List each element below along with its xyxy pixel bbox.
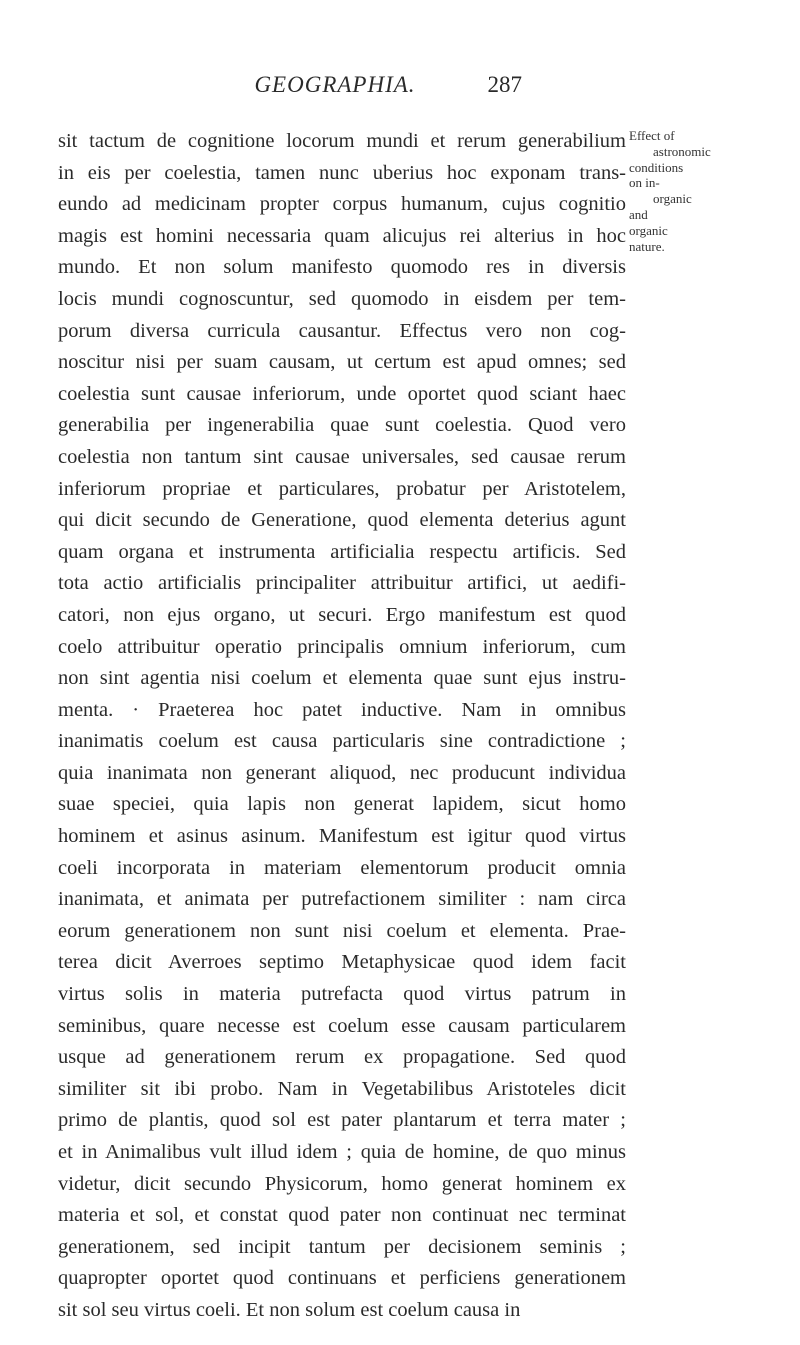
- margin-note-line: on in-: [629, 175, 660, 191]
- text-line: et in Animalibus vult illud idem ; quia de homine, de quo minus: [58, 1141, 626, 1163]
- text-line: menta. · Praeterea hoc patet inductive. Nam in omnibus: [58, 698, 626, 721]
- text-line: inferiorum propriae et particulares, probatur per Aristotelem,: [58, 477, 626, 500]
- text-line: hominem et asinus asinum. Manifestum est igitur quod virtus: [58, 825, 626, 848]
- running-head-title: GEOGRAPHIA.: [254, 72, 416, 97]
- text-line: porum diversa curricula causantur. Effectus vero non cog-: [58, 319, 626, 342]
- text-line: noscitur nisi per suam causam, ut certum est apud omnes; sed: [58, 351, 626, 374]
- text-line: eorum generationem non sunt nisi coelum et elementa. Prae-: [58, 919, 626, 942]
- text-line: suae speciei, quia lapis non generat lapidem, sicut homo: [58, 793, 626, 816]
- margin-note-line: organic: [629, 222, 668, 238]
- body-text: [58, 126, 626, 1327]
- text-line: terea dicit Averroes septimo Metaphysicae quod idem facit: [58, 951, 626, 974]
- margin-note: [629, 128, 769, 254]
- text-line: coeli incorporata in materiam elementorum producit omnia: [58, 856, 626, 879]
- margin-note-line: astronomic: [653, 143, 711, 159]
- text-line: usque ad generationem rerum ex propagatione. Sed quod: [58, 1046, 626, 1069]
- text-line: magis est homini necessaria quam alicujus rei alterius in hoc: [58, 224, 626, 247]
- text-line: locis mundi cognoscuntur, sed quomodo in eisdem per tem-: [58, 287, 626, 310]
- text-line: seminibus, quare necesse est coelum esse causam particularem: [58, 1014, 626, 1037]
- text-line: materia et sol, et constat quod pater non continuat nec terminat: [58, 1204, 626, 1227]
- text-line: coelo attribuitur operatio principalis omnium inferiorum, cum: [58, 635, 626, 658]
- text-line: mundo. Et non solum manifesto quomodo res in diversis: [58, 256, 626, 279]
- text-line: eundo ad medicinam propter corpus humanum, cujus cognitio: [58, 193, 626, 216]
- text-line: virtus solis in materia putrefacta quod virtus patrum in: [58, 983, 626, 1006]
- text-line: catori, non ejus organo, ut securi. Ergo manifestum est quod: [58, 603, 626, 626]
- text-line: non sint agentia nisi coelum et elementa quae sunt ejus instru-: [58, 667, 626, 690]
- text-line: quam organa et instrumenta artificialia respectu artificis. Sed: [58, 540, 626, 563]
- text-line: quia inanimata non generant aliquod, nec producunt individua: [58, 761, 626, 784]
- margin-note-line: nature.: [629, 238, 665, 254]
- text-line: videtur, dicit secundo Physicorum, homo generat hominem ex: [58, 1172, 626, 1195]
- text-line: coelestia sunt causae inferiorum, unde oportet quod sciant haec: [58, 382, 626, 405]
- text-line: sit tactum de cognitione locorum mundi et rerum generabilium: [58, 130, 626, 152]
- text-line: generationem, sed incipit tantum per decisionem seminis ;: [58, 1235, 626, 1258]
- text-line: inanimata, et animata per putrefactionem similiter : nam circa: [58, 888, 626, 911]
- text-line: generabilia per ingenerabilia quae sunt coelestia. Quod vero: [58, 414, 626, 437]
- margin-note-line: conditions: [629, 159, 684, 175]
- text-line: coelestia non tantum sint causae universales, sed causae rerum: [58, 445, 626, 468]
- text-line: similiter sit ibi probo. Nam in Vegetabilibus Aristoteles dicit: [58, 1077, 626, 1100]
- text-line: qui dicit secundo de Generatione, quod elementa deterius agunt: [58, 509, 626, 532]
- text-line: inanimatis coelum est causa particularis sine contradictione ;: [58, 730, 626, 753]
- text-line: sit sol seu virtus coeli. Et non solum est coelum causa in: [58, 1298, 521, 1321]
- margin-note-line: organic: [653, 191, 692, 207]
- page-number: 287: [487, 72, 522, 97]
- text-line: tota actio artificialis principaliter attribuitur artifici, ut aedifi-: [58, 572, 626, 595]
- text-line: in eis per coelestia, tamen nunc uberius hoc exponam trans-: [58, 161, 626, 184]
- margin-note-line: and: [629, 206, 648, 222]
- text-line: primo de plantis, quod sol est pater plantarum et terra mater ;: [58, 1109, 626, 1132]
- text-line: quapropter oportet quod continuans et perficiens generationem: [58, 1267, 626, 1290]
- margin-note-line: Effect of: [629, 128, 675, 143]
